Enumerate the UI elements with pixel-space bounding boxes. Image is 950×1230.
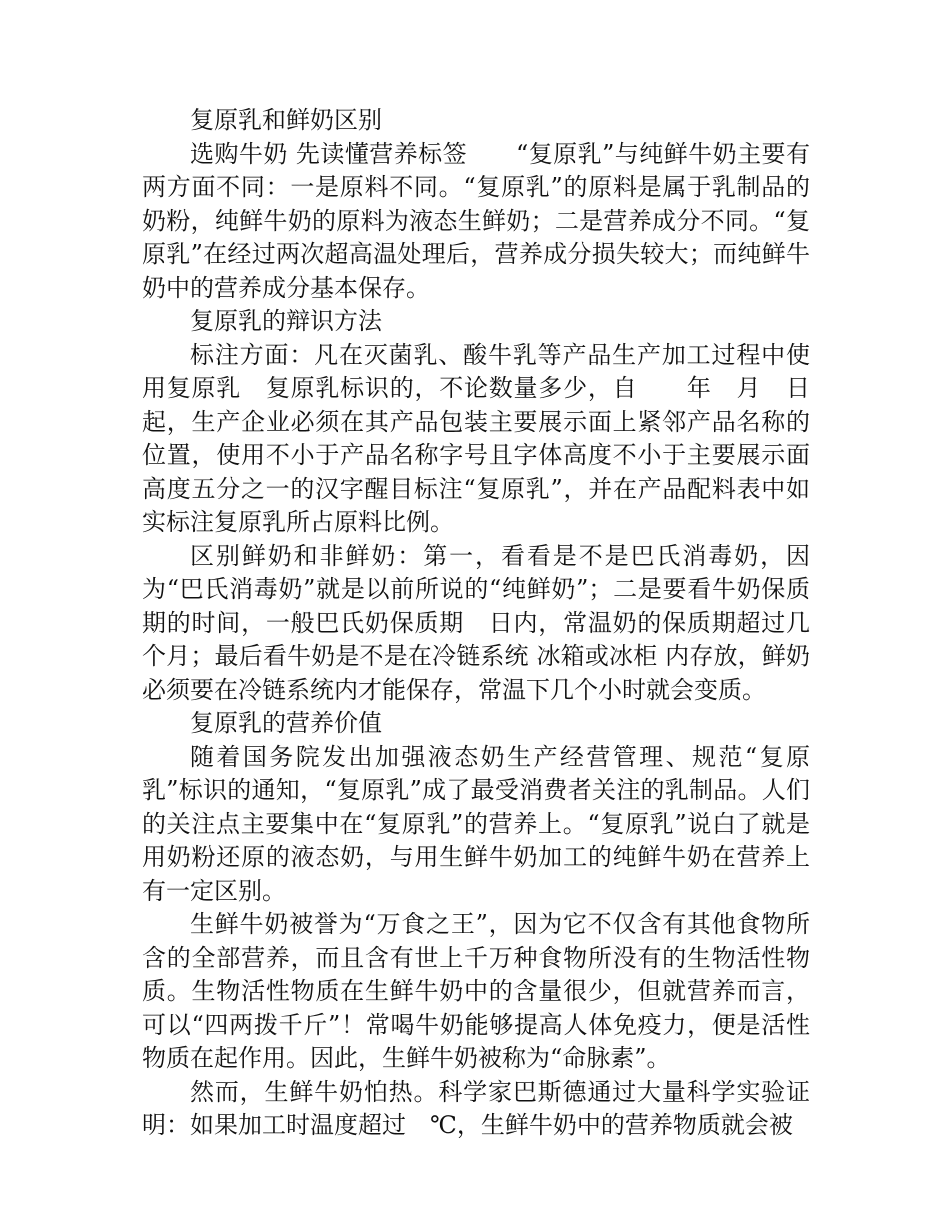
paragraph-fresh-vs-nonfresh: 区别鲜奶和非鲜奶：第一，看看是不是巴氏消毒奶，因为“巴氏消毒奶”就是以前所说的“纯鲜奶”；二是要看牛奶保质期的时间，一般巴氏奶保质期 日内，常温奶的保质期超过几个月；最后看牛奶是不是在冷链系统 冰箱或冰柜 内存放，鲜奶必须要在冷链系统内才能保存，常温下几个小时就会变质。 bbox=[142, 541, 810, 704]
document-title: 复原乳和鲜奶区别 bbox=[190, 106, 382, 134]
paragraph-comparison: 选购牛奶 先读懂营养标签 “复原乳”与纯鲜牛奶主要有两方面不同：一是原料不同。“复原乳”的原料是属于乳制品的奶粉，纯鲜牛奶的原料为液态生鲜奶；二是营养成分不同。“复原乳”在经过两次超高温处理后，营养成分损失较大；而纯鲜牛奶中的营养成分基本保存。 bbox=[142, 139, 810, 302]
paragraph-nutrition-notice: 随着国务院发出加强液态奶生产经营管理、规范“复原乳”标识的通知，“复原乳”成了最受消费者关注的乳制品。人们的关注点主要集中在“复原乳”的营养上。“复原乳”说白了就是用奶粉还原的液态奶，与用生鲜牛奶加工的纯鲜牛奶在营养上有一定区别。 bbox=[142, 742, 810, 905]
section-heading-identification: 复原乳的辩识方法 bbox=[190, 307, 382, 335]
paragraph-heat-sensitivity: 然而，生鲜牛奶怕热。科学家巴斯德通过大量科学实验证明：如果加工时温度超过 ℃，生鲜牛奶中的营养物质就会被 bbox=[142, 1077, 810, 1139]
section-heading-nutrition: 复原乳的营养价值 bbox=[190, 709, 382, 737]
document-page bbox=[142, 104, 810, 1143]
paragraph-labeling: 标注方面：凡在灭菌乳、酸牛乳等产品生产加工过程中使用复原乳 复原乳标识的，不论数量多少，自 年 月 日起，生产企业必须在其产品包装主要展示面上紧邻产品名称的位置，使用不小于产品名称字号且字体高度不小于主要展示面高度五分之一的汉字醒目标注“复原乳”，并在产品配料表中如实标注复原乳所占原料比例。 bbox=[142, 340, 810, 536]
paragraph-king-of-foods: 生鲜牛奶被誉为“万食之王”，因为它不仅含有其他食物所含的全部营养，而且含有世上千万种食物所没有的生物活性物质。生物活性物质在生鲜牛奶中的含量很少，但就营养而言，可以“四两拨千斤”！常喝牛奶能够提高人体免疫力，便是活性物质在起作用。因此，生鲜牛奶被称为“命脉素”。 bbox=[142, 910, 810, 1072]
